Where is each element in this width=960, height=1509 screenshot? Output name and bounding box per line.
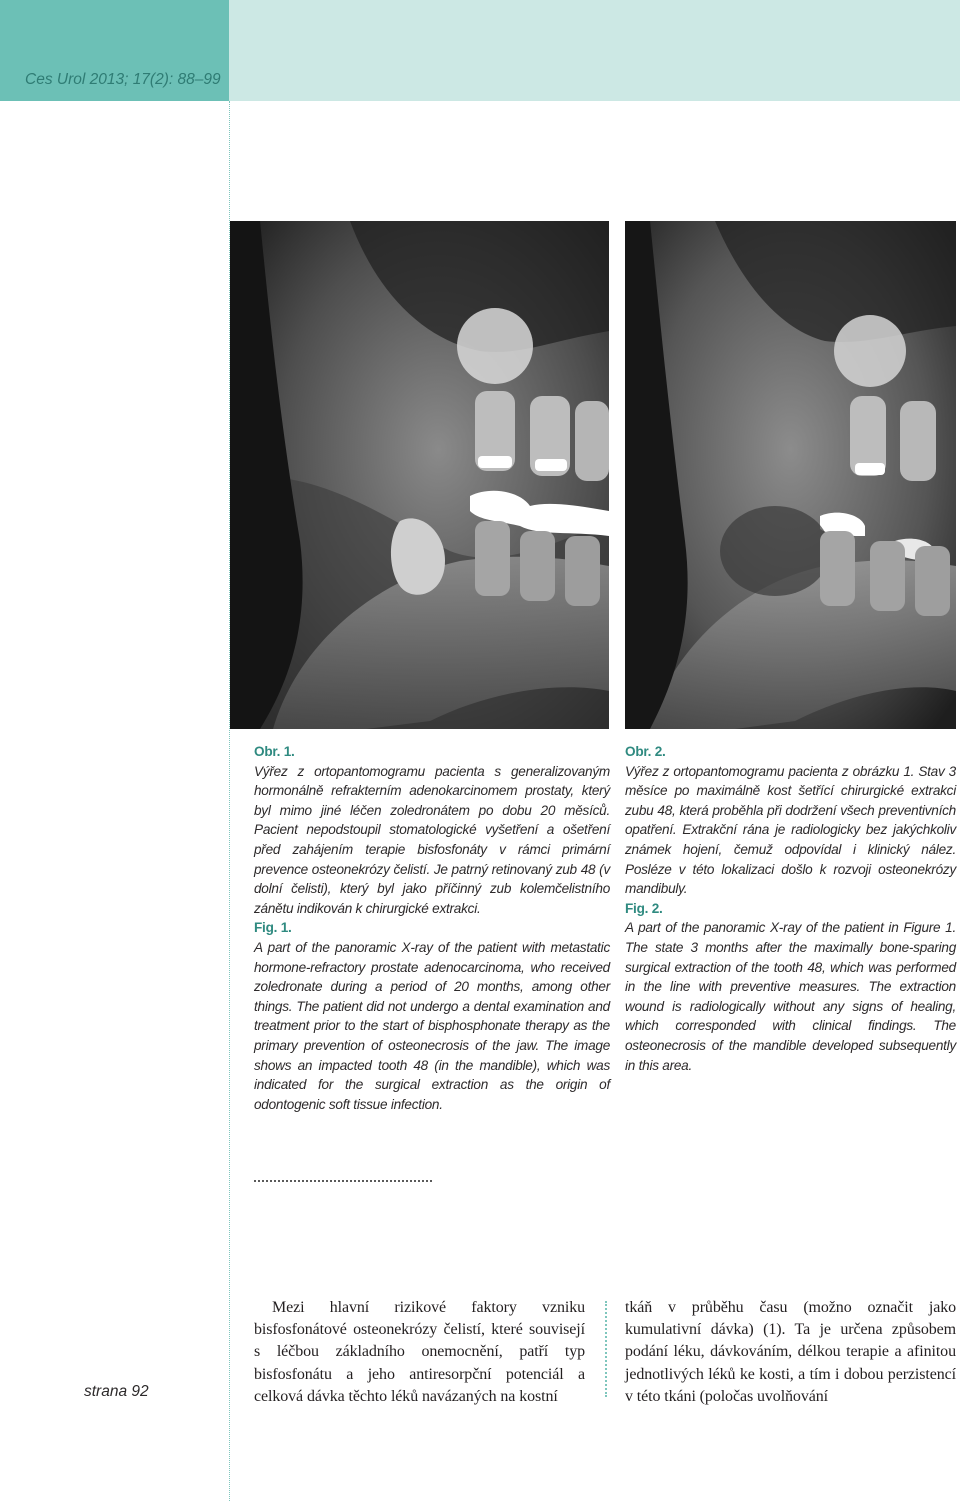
- caption-1-text-cz: Výřez z ortopantomogramu pacienta s generalizovaným hormonálně refrakterním adenokarcinomem prostaty, který byl mimo jiné léčen zoledronátem po dobu 20 měsíců. Pacient nepodstoupil stomatologické vyšetření a ošetření před zahájením terapie bisfosfonáty v rámci primární prevence osteonekrózy čelistí. Je patrný retinovaný zub 48 (v dolní čelisti), který byl jako příčinný zub kolemčelistního zánětu indikován k chirurgické extrakci.: [254, 763, 610, 916]
- xray-image-icon: [625, 221, 956, 729]
- xray-image-icon: [230, 221, 609, 729]
- figure-2-xray: [625, 221, 956, 729]
- figure-2-caption: [625, 742, 956, 1075]
- caption-1-label-en: Fig. 1.: [254, 920, 292, 936]
- caption-2-text-cz: Výřez z ortopantomogramu pacienta z obrázku 1. Stav 3 měsíce po maximálně kost šetřící chirurgické extrakci zubu 48, která proběhla při dodržení všech preventivních opatření. Extrakční rána je radiologicky bez jakýchkoliv známek hojení, čemuž odpovídal i klinický nález. Posléze v této lokalizaci došlo k rozvoji osteonekrózy mandibuly.: [625, 763, 956, 897]
- body-column-2: [625, 1297, 956, 1408]
- body-column-1: [254, 1297, 585, 1408]
- figure-1-caption: [254, 742, 610, 1114]
- body-paragraph: Mezi hlavní rizikové faktory vzniku bisfosfonátové osteonekrózy čelistí, které souvisejí s léčbou základního onemocnění, patří typ bisfosfonátu a jeho antiresorpční potenciál a celková dávka těchto léků navázaných na kostní: [254, 1299, 585, 1405]
- column-divider: [605, 1301, 607, 1397]
- header-light-block: [229, 0, 960, 101]
- caption-2-label-cz: Obr. 2.: [625, 744, 666, 759]
- caption-1-label-cz: Obr. 1.: [254, 744, 295, 759]
- body-paragraph: tkáň v průběhu času (možno označit jako kumulativní dávka) (1). Ta je určena způsobem podání léku, dávkováním, délkou terapie a afinitou jednotlivých léků ke kosti, a tím i dobou perzistencí v této tkáni (poločas uvolňování: [625, 1299, 956, 1405]
- caption-2-text-en: A part of the panoramic X-ray of the patient in Figure 1. The state 3 months after the maximally bone-sparing surgical extraction of the tooth 48, which was performed in the line with preventive measures. The extraction wound is radiologically without any signs of healing, which corresponded with clinical findings. The osteonecrosis of the mandible developed subsequently in this area.: [625, 920, 956, 1073]
- section-dotted-rule: [254, 1180, 432, 1182]
- figure-1-xray: [230, 221, 609, 729]
- caption-1-text-en: A part of the panoramic X-ray of the patient with metastatic hormone-refractory prostate adenocarcinoma, who received zoledronate during a period of 20 months, among other things. The patient did not undergo a dental examination and treatment prior to the start of bisphosphonate therapy as the primary prevention of osteonecrosis of the jaw. The image shows an impacted tooth 48 (in the mandible), which was indicated for the surgical extraction as the origin of odontogenic soft tissue infection.: [254, 939, 610, 1112]
- caption-2-label-en: Fig. 2.: [625, 900, 663, 916]
- page-number: strana 92: [84, 1383, 149, 1400]
- journal-reference: Ces Urol 2013; 17(2): 88–99: [25, 71, 221, 88]
